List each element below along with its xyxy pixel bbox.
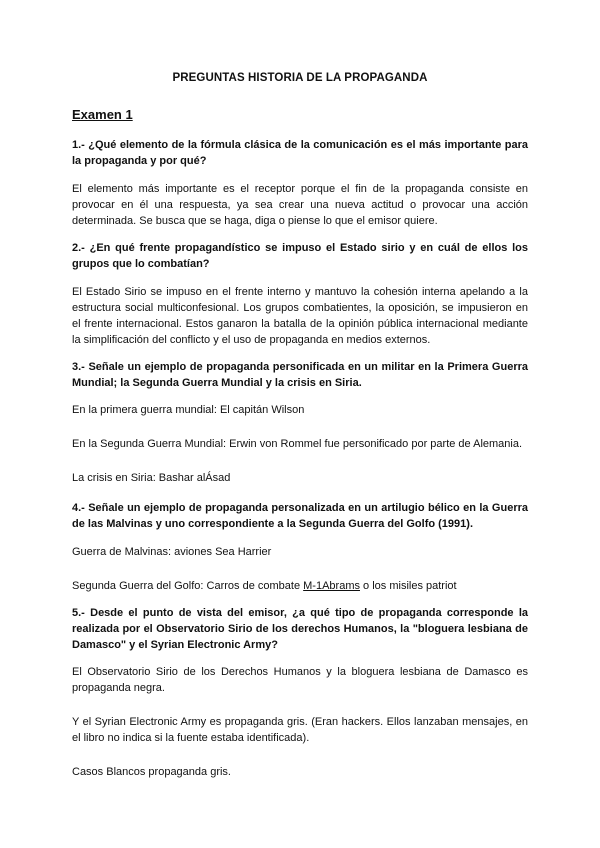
answer-4-gulf-prefix: Segunda Guerra del Golfo: Carros de combate	[72, 580, 304, 592]
answer-5-black: El Observatorio Sirio de los Derechos Humanos y la bloguera lesbiana de Damasco es propaganda negra.	[72, 666, 528, 694]
question-2: 2.- ¿En qué frente propagandístico se impuso el Estado sirio y en cuál de ellos los grupos que lo combatían?	[72, 242, 528, 270]
document-title: PREGUNTAS HISTORIA DE LA PROPAGANDA	[172, 72, 428, 84]
answer-3-syria: La crisis en Siria: Bashar alÁsad	[72, 472, 231, 484]
question-3: 3.- Señale un ejemplo de propaganda personificada en un militar en la Primera Guerra Mundial; la Segunda Guerra Mundial y la crisis en Siria.	[72, 361, 528, 389]
answer-3-ww1: En la primera guerra mundial: El capitán Wilson	[72, 404, 305, 416]
answer-5-grey: Y el Syrian Electronic Army es propaganda gris. (Eran hackers. Ellos lanzaban mensajes, en el libro no indica si la fuente estaba identificada).	[72, 716, 528, 744]
question-5: 5.- Desde el punto de vista del emisor, ¿a qué tipo de propaganda corresponde la realizada por el Observatorio Sirio de los derechos Humanos, la "bloguera lesbiana de Damasco" y el Syrian Electronic Army?	[72, 607, 528, 651]
abrams-link[interactable]: M-1Abrams	[303, 580, 360, 592]
answer-3-ww2: En la Segunda Guerra Mundial: Erwin von Rommel fue personificado por parte de Alemania.	[72, 438, 523, 450]
question-1: 1.- ¿Qué elemento de la fórmula clásica de la comunicación es el más importante para la propaganda y por qué?	[72, 139, 528, 167]
answer-1: El elemento más importante es el receptor porque el fin de la propaganda consiste en provocar en él una respuesta, ya sea crear una nueva actitud o provocar una acción determinada. Se busca que se haga, diga o piense lo que el emisor quiere.	[72, 183, 528, 227]
exam-heading: Examen 1	[72, 107, 133, 122]
answer-4-gulf-suffix: o los misiles patriot	[359, 580, 457, 592]
answer-2: El Estado Sirio se impuso en el frente interno y mantuvo la cohesión interna apelando a la estructura social multiconfesional. Los grupos combatientes, la oposición, se impusieron en el frente internacional. Estos ganaron la batalla de la opinión pública internacional mediante la simplificación del conflicto y el uso de propaganda en medios externos.	[72, 286, 528, 346]
answer-4-gulf	[72, 578, 528, 594]
answer-4-malvinas: Guerra de Malvinas: aviones Sea Harrier	[72, 546, 272, 558]
question-4: 4.- Señale un ejemplo de propaganda personalizada en un artilugio bélico en la Guerra de las Malvinas y uno correspondiente a la Segunda Guerra del Golfo (1991).	[72, 502, 528, 530]
answer-5-white: Casos Blancos propaganda gris.	[72, 766, 231, 778]
